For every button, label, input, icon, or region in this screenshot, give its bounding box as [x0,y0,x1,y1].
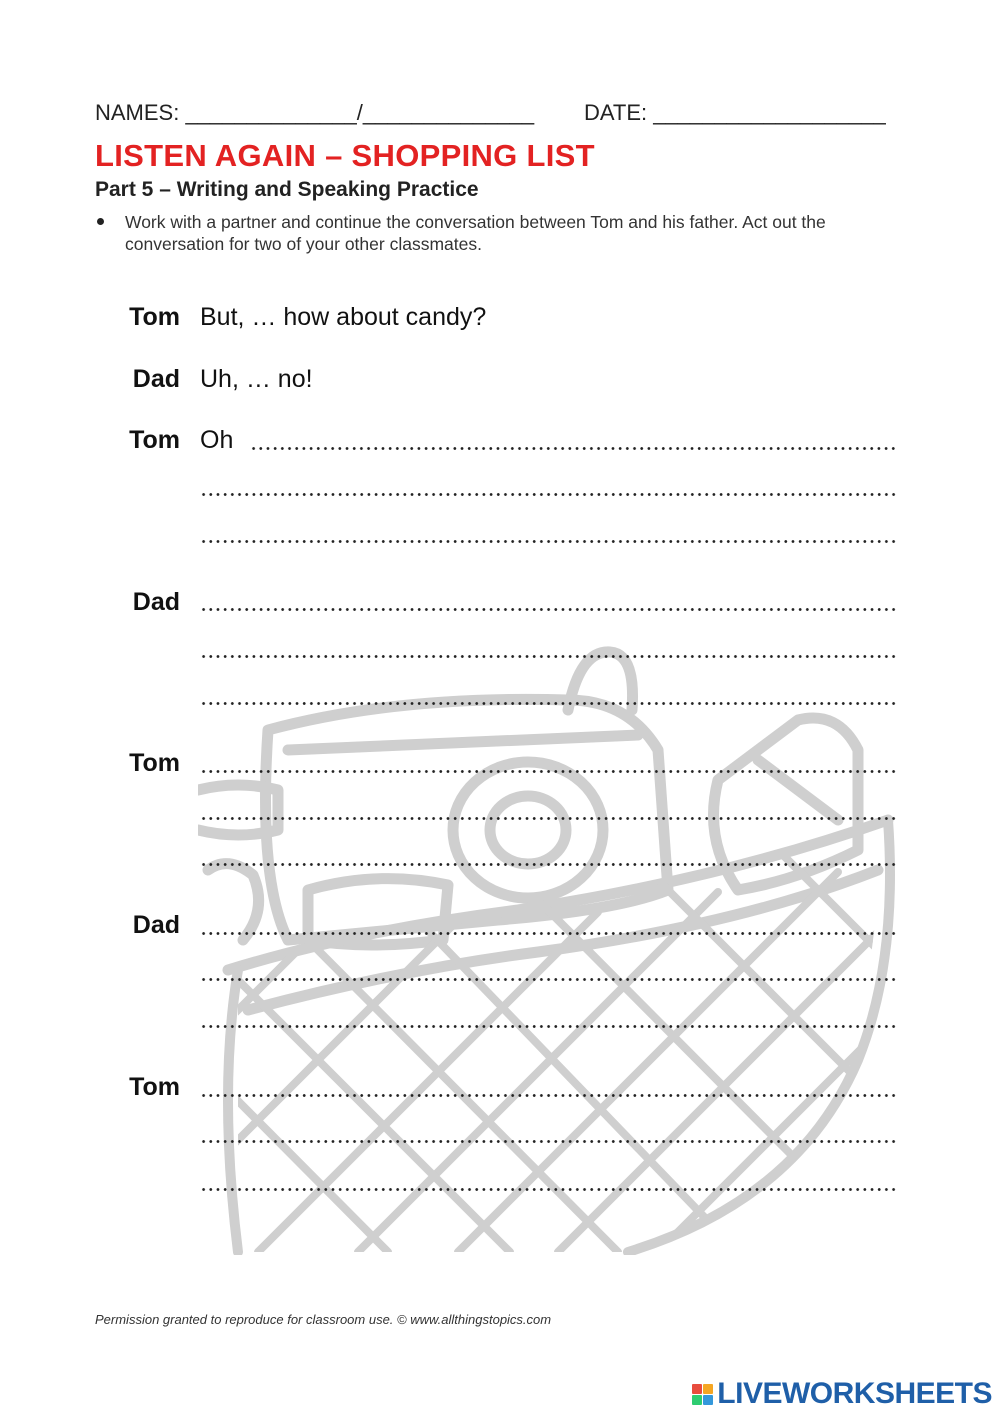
speaker-dad: Dad [132,911,180,939]
line-tom-candy: But, … how about candy? [200,303,487,331]
answer-line[interactable] [200,655,896,658]
speaker-tom: Tom [129,426,180,454]
speaker-dad: Dad [132,588,180,616]
speaker-dad: Dad [132,365,180,393]
shopping-basket-illustration [198,640,898,1255]
line-dad-no: Uh, … no! [200,365,313,393]
speaker-tom: Tom [129,303,180,331]
bullet-icon [97,218,104,225]
liveworksheets-logo-icon [692,1384,713,1405]
answer-line[interactable] [200,1025,896,1028]
page-subtitle: Part 5 – Writing and Speaking Practice [95,178,479,201]
date-field[interactable]: DATE: ___________________ [584,100,886,125]
answer-line[interactable] [200,1140,896,1143]
answer-line[interactable] [200,817,896,820]
names-field[interactable]: NAMES: ______________/______________ [95,100,535,125]
answer-line[interactable] [200,1188,896,1191]
speaker-tom: Tom [129,749,180,777]
answer-line[interactable] [200,608,896,611]
speaker-tom: Tom [129,1073,180,1101]
answer-line[interactable] [200,540,896,543]
answer-line[interactable] [200,493,896,496]
answer-line[interactable] [250,447,896,450]
page-title: LISTEN AGAIN – SHOPPING LIST [95,138,595,173]
permission-footer: Permission granted to reproduce for classroom use. © www.allthingstopics.com [95,1312,552,1327]
instructions-text: Work with a partner and continue the conversation between Tom and his father. Act out the conversation for two of your other classmates. [125,212,826,254]
answer-line[interactable] [200,1094,896,1097]
answer-line[interactable] [200,978,896,981]
liveworksheets-brand[interactable] [692,1377,992,1411]
answer-line[interactable] [200,702,896,705]
line-tom-oh: Oh [200,426,234,454]
brand-text: LIVEWORKSHEETS [717,1377,992,1410]
answer-line[interactable] [200,770,896,773]
answer-line[interactable] [200,863,896,866]
header-line [95,100,886,126]
answer-line[interactable] [200,932,896,935]
